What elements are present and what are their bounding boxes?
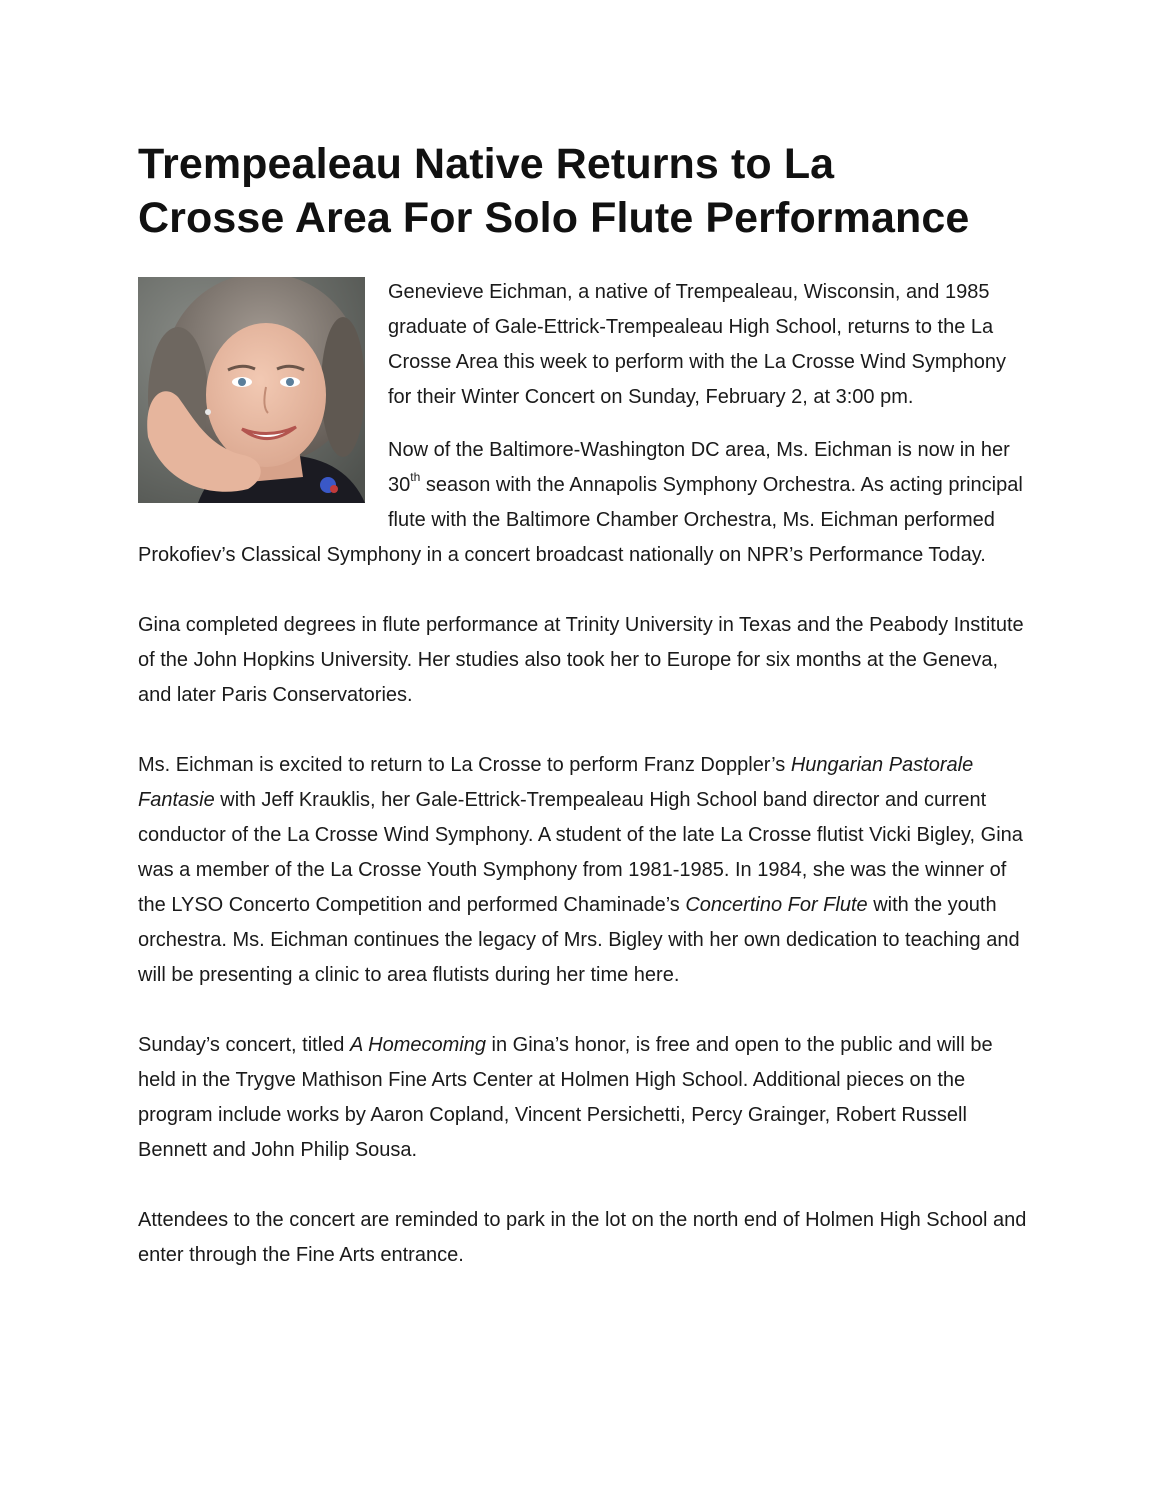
paragraph-performance-text-c: with the youth orchestra. Ms. Eichman continues the legacy of Mrs. Bigley with her own dedication to teaching and will be presenting a clinic to area flutists during her time here. <box>138 894 1020 986</box>
paragraph-career-text-b: season with the Annapolis Symphony Orchestra. As acting principal flute with the Baltimore Chamber Orchestra, Ms. Eichman performed Prokofiev’s Classical Symphony in a concert broadcast nationally on NPR’s Performance Today. <box>138 474 1023 566</box>
paragraph-intro: Genevieve Eichman, a native of Trempealeau, Wisconsin, and 1985 graduate of Gale-Ettrick-Trempealeau High School, returns to the La Crosse Area this week to perform with the La Crosse Wind Symphony for their Winter Concert on Sunday, February 2, at 3:00 pm. <box>388 281 1007 408</box>
paragraph-concert <box>138 1028 1033 1168</box>
page-title <box>138 137 1033 245</box>
paragraph-education: Gina completed degrees in flute performance at Trinity University in Texas and the Peabody Institute of the John Hopkins University. Her studies also took her to Europe for six months at the Geneva, and later Paris Conservatories. <box>138 614 1024 706</box>
paragraph-performance-text-a: Ms. Eichman is excited to return to La Crosse to perform Franz Doppler’s <box>138 754 791 776</box>
title-line-2: Crosse Area For Solo Flute Performance <box>138 194 970 242</box>
paragraph-concert-text-a: Sunday’s concert, titled <box>138 1034 350 1056</box>
paragraph-performance <box>138 748 1033 993</box>
paragraph-performance-text-b: with Jeff Krauklis, her Gale-Ettrick-Trempealeau High School band director and current conductor of the La Crosse Wind Symphony. A student of the late La Crosse flutist Vicki Bigley, Gina was a member of the La Crosse Youth Symphony from 1981-1985. In 1984, she was the winner of the LYSO Concerto Competition and performed Chaminade’s <box>138 789 1023 916</box>
portrait-photo-icon <box>138 277 365 503</box>
concert-title: A Homecoming <box>349 1034 486 1056</box>
superscript-ordinal: th <box>410 470 421 485</box>
work-title-hungarian: Hungarian Pastorale Fantasie <box>138 754 974 811</box>
title-line-1: Trempealeau Native Returns to La <box>138 140 835 188</box>
paragraph-parking: Attendees to the concert are reminded to park in the lot on the north end of Holmen High School and enter through the Fine Arts entrance. <box>138 1209 1027 1266</box>
paragraph-concert-text-b: in Gina’s honor, is free and open to the public and will be held in the Trygve Mathison Fine Arts Center at Holmen High School. Additional pieces on the program include works by Aaron Copland, Vincent Persichetti, Percy Grainger, Robert Russell Bennett and John Philip Sousa. <box>138 1034 993 1161</box>
document-page <box>138 137 1033 1273</box>
work-title-concertino: Concertino For Flute <box>685 894 868 916</box>
paragraph-career-text-a: Now of the Baltimore-Washington DC area, Ms. Eichman is now in her 30 <box>388 439 1010 496</box>
